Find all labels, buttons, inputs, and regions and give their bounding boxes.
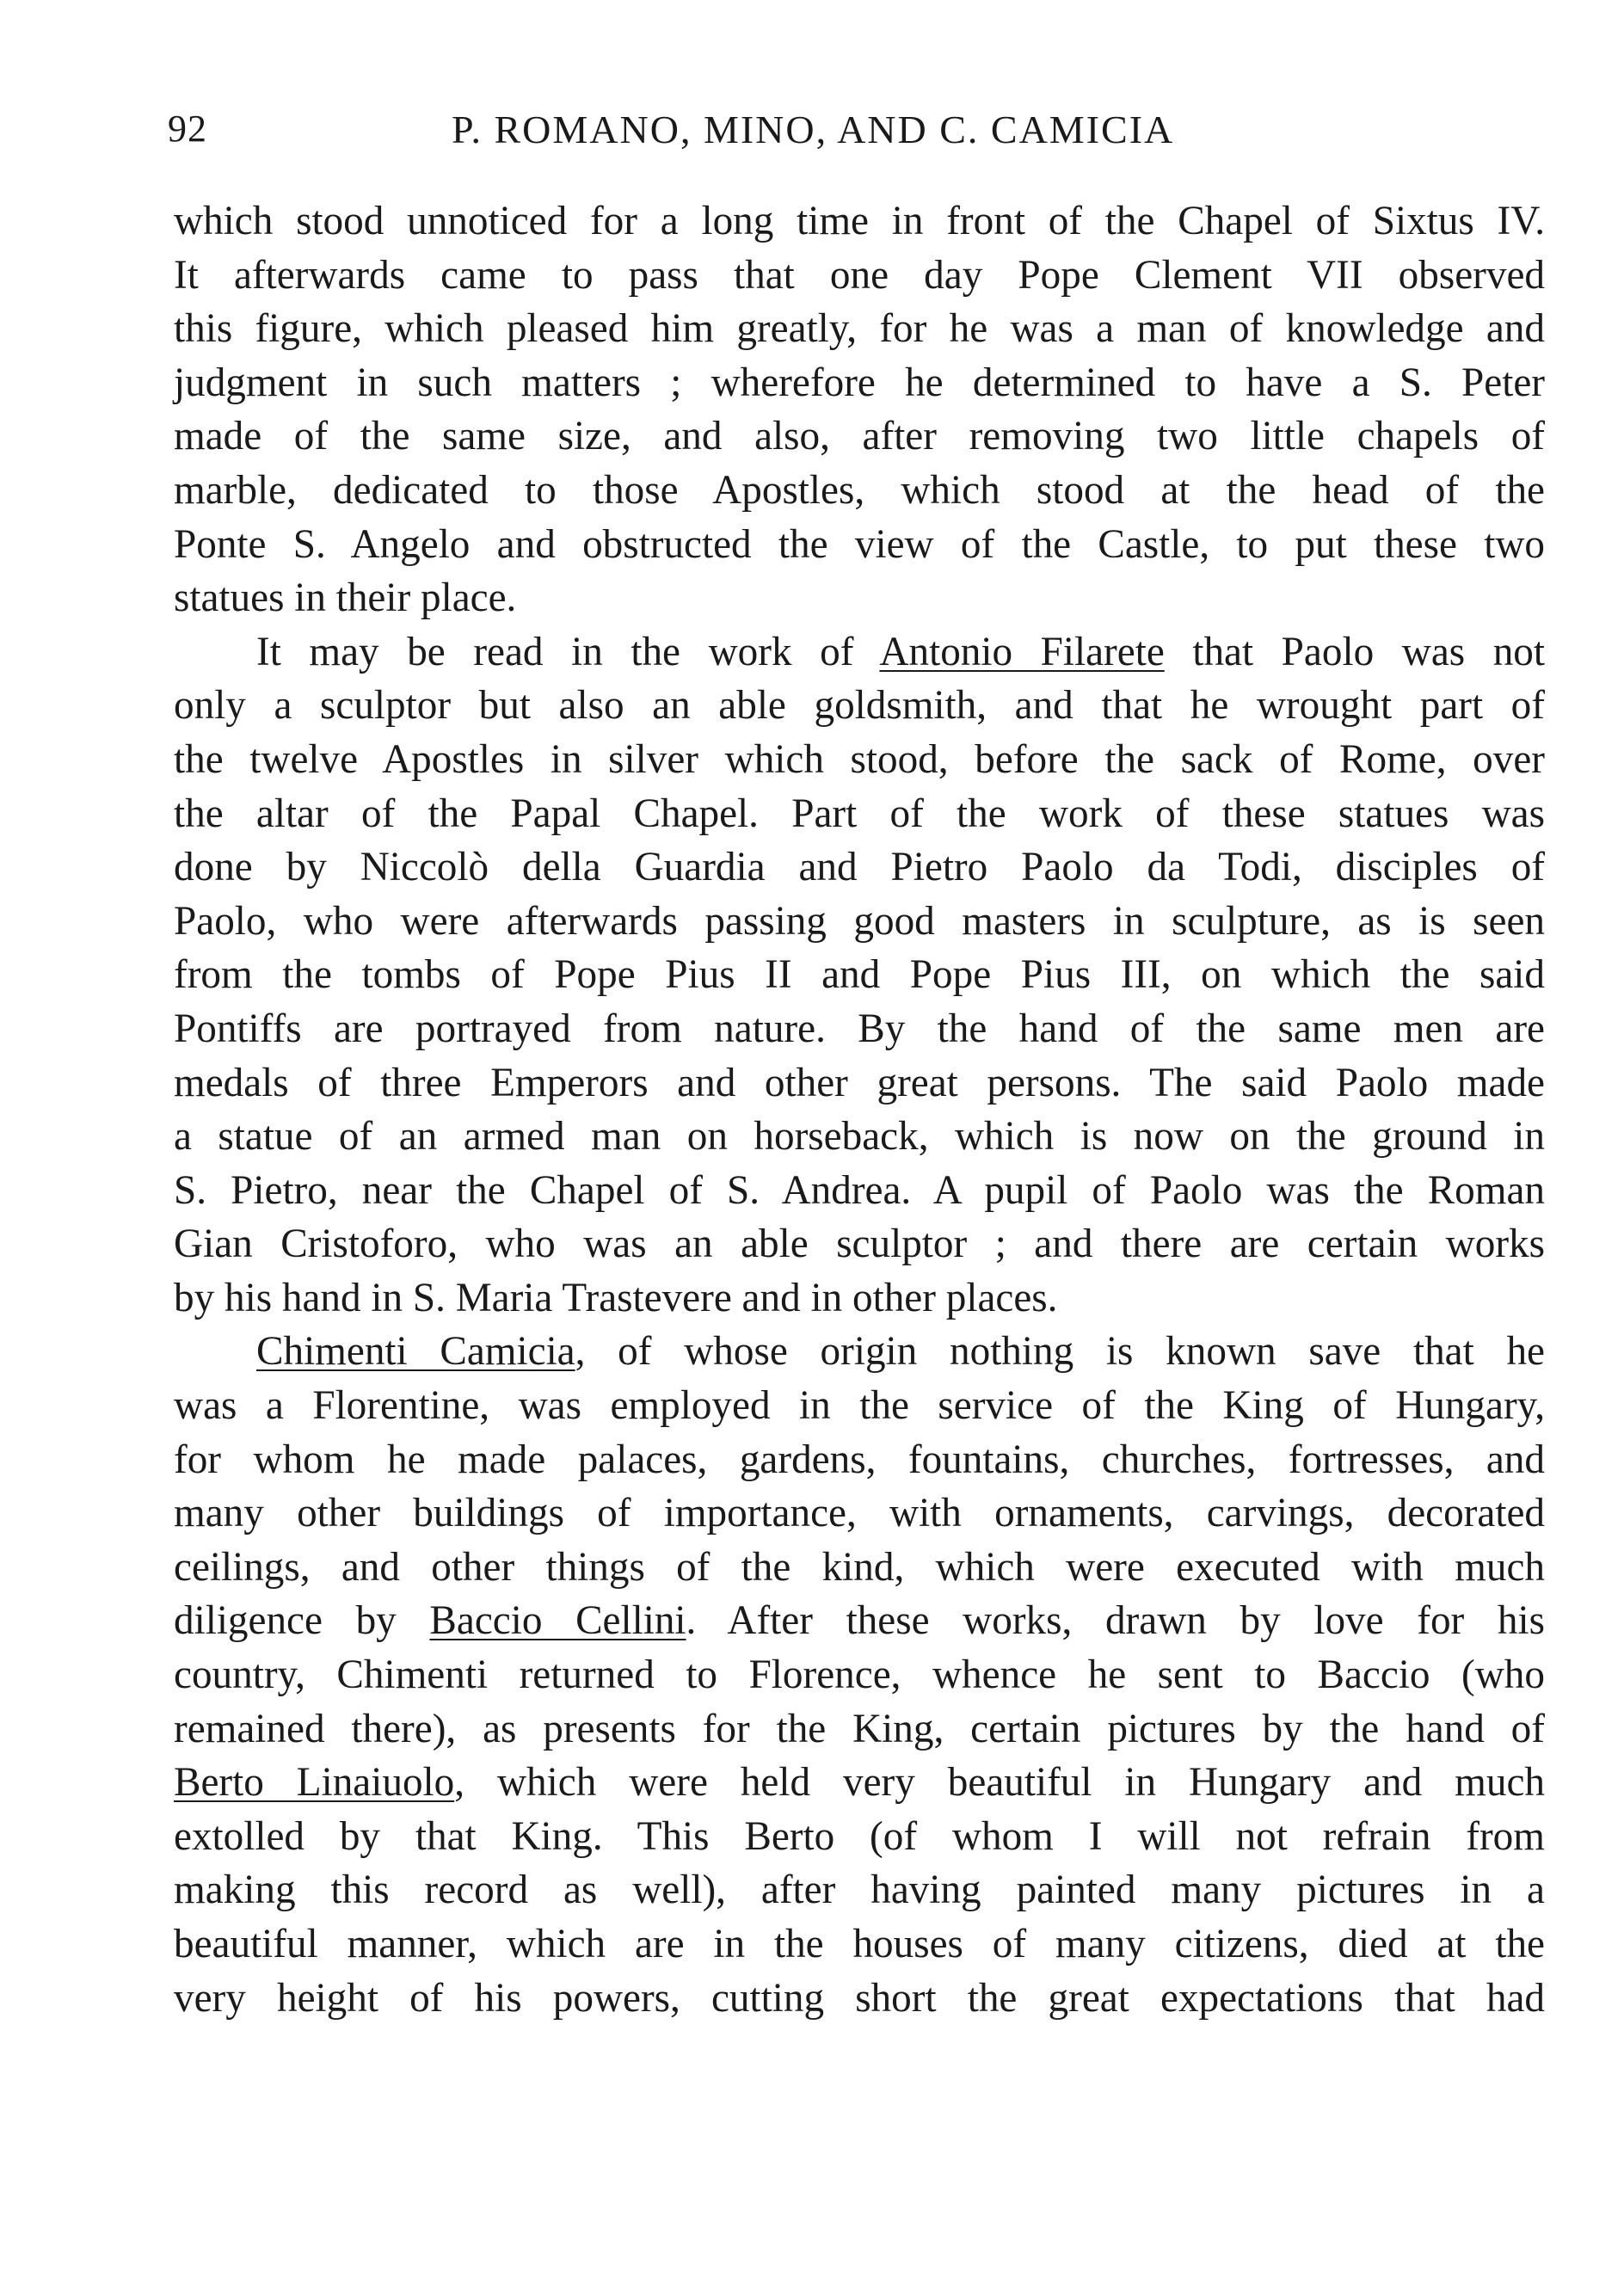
underlined-name: Chimenti Camicia [256,1329,575,1375]
text-line: remained there), as presents for the King, certain pictures by the hand of [174,1706,1545,1751]
text-line: beautiful manner, which are in the houses of many citizens, died at the [174,1922,1545,1966]
text-line: Gian Cristoforo, who was an able sculptor ; and there are certain works [174,1221,1545,1267]
underlined-name: Baccio Cellini [429,1598,686,1644]
text-line: many other buildings of importance, with ornaments, carvings, decorated [174,1491,1545,1536]
text-segment: diligence by [174,1598,430,1644]
text-line: which stood unnoticed for a long time in front of the Chapel of Sixtus IV. [174,199,1545,243]
text-segment: . After these works, drawn by love for his [686,1598,1545,1644]
text-line: judgment in such matters ; wherefore he determined to have a S. Peter [174,360,1545,405]
text-line: was a Florentine, was employed in the service of the King of Hungary, [174,1383,1545,1429]
text-segment: that Paolo was not [1164,629,1545,674]
text-segment: It may be read in the work of [256,629,880,674]
text-segment: , of whose origin nothing is known save that he [575,1329,1545,1375]
text-line: country, Chimenti returned to Florence, whence he sent to Baccio (who [174,1652,1545,1698]
text-line: done by Niccolò della Guardia and Pietro Paolo da Todi, disciples of [174,845,1545,890]
text-line: S. Pietro, near the Chapel of S. Andrea. A pupil of Paolo was the Roman [174,1167,1545,1213]
text-line: very height of his powers, cutting short the great expectations that had [174,1975,1545,2021]
text-line: Ponte S. Angelo and obstructed the view of the Castle, to put these two [174,521,1545,567]
text-line: It afterwards came to pass that one day Pope Clement VII observed [174,252,1545,298]
text-line: the altar of the Papal Chapel. Part of the work of these statues was [174,791,1545,836]
text-segment: , which were held very beautiful in Hungary and much [454,1760,1545,1806]
text-line [174,1756,1545,1810]
running-title: P. ROMANO, MINO, AND C. CAMICIA [452,108,1175,151]
text-line: from the tombs of Pope Pius II and Pope Pius III, on which the said [174,952,1545,998]
text-line: ceilings, and other things of the kind, which were executed with much [174,1544,1545,1590]
text-line: only a sculptor but also an able goldsmith, and that he wrought part of [174,683,1545,729]
text-line: made of the same size, and also, after removing two little chapels of [174,414,1545,459]
underlined-name: Antonio Filarete [879,629,1165,674]
text-line: the twelve Apostles in silver which stood, before the sack of Rome, over [174,736,1545,782]
text-line: Pontiffs are portrayed from nature. By the hand of the same men are [174,1006,1545,1051]
text-line [174,625,1545,680]
text-line: by his hand in S. Maria Trastevere and in other places. [174,1275,1058,1320]
paragraph [174,194,1545,625]
text-line: a statue of an armed man on horseback, which is now on the ground in [174,1114,1545,1160]
text-line: extolled by that King. This Berto (of whom I will not refrain from [174,1813,1545,1859]
text-line [174,1594,1545,1648]
paragraph [174,625,1545,1326]
text-line: Paolo, who were afterwards passing good masters in sculpture, as is seen [174,898,1545,944]
text-line: this figure, which pleased him greatly, for he was a man of knowledge and [174,306,1545,352]
text-line: statues in their place. [174,575,517,621]
paragraph [174,1325,1545,2025]
body-text [174,194,1545,2025]
text-line: making this record as well), after having painted many pictures in a [174,1868,1545,1913]
underlined-name: Berto Linaiuolo [174,1760,455,1806]
text-line: for whom he made palaces, gardens, fountains, churches, fortresses, and [174,1437,1545,1482]
text-line: medals of three Emperors and other great persons. The said Paolo made [174,1060,1545,1105]
page-number: 92 [168,108,207,150]
page-header [168,107,1544,167]
text-line [174,1325,1545,1379]
text-line: marble, dedicated to those Apostles, which stood at the head of the [174,467,1545,513]
